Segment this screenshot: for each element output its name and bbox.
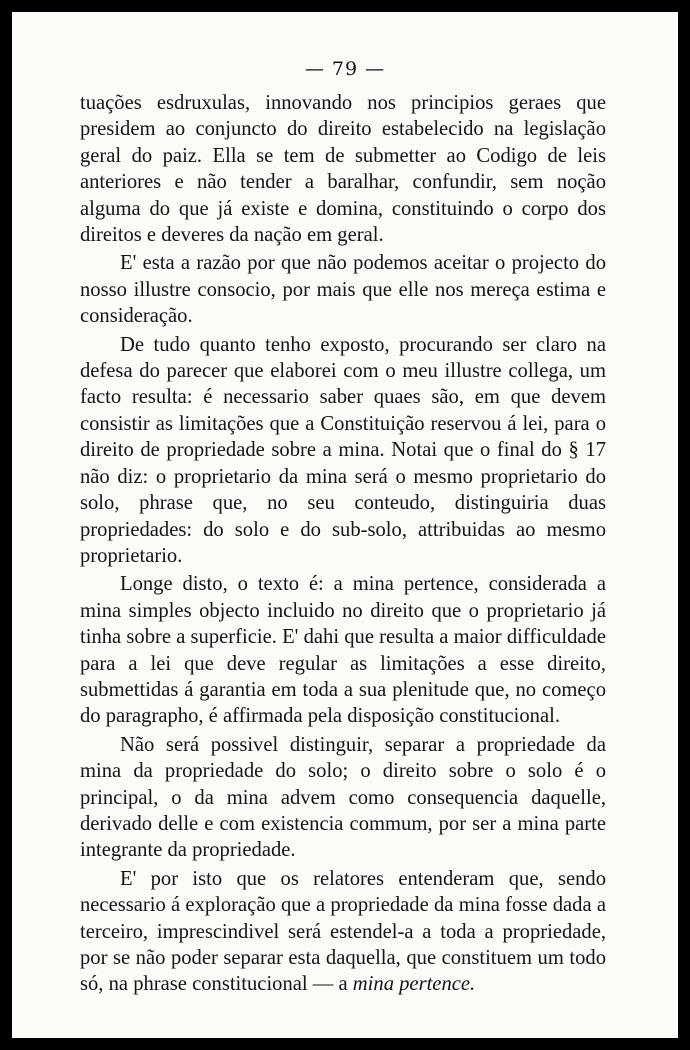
page-number: — 79 — (304, 58, 386, 80)
paragraph-6 (80, 866, 606, 998)
body-text (80, 90, 606, 1000)
paragraph-5: Não será possivel distinguir, separar a propriedade da mina da propriedade do solo; o direito sobre o solo é o principal, o da mina advem como consequencia daquelle, derivado delle e com existencia commum, por ser a mina parte integrante da propriedade. (80, 733, 606, 862)
document-page (12, 12, 678, 1038)
paragraph-6-emphasis: mina pertence. (352, 973, 476, 996)
paragraph-1: tuações esdruxulas, innovando nos principios geraes que presidem ao conjuncto do direito estabelecido na legislação geral do paiz. Ella se tem de submetter ao Codigo de leis anteriores e não tender a baralhar, confundir, sem noção alguma do que já existe e domina, constituindo o corpo dos direitos e deveres da nação em geral. (80, 92, 606, 247)
paragraph-4: Longe disto, o texto é: a mina pertence, considerada a mina simples objecto incluido no direito que o proprietario já tinha sobre a superficie. E' dahi que resulta a maior difficuldade para a lei que deve regular as limitações a esse direito, submettidas á garantia em toda a sua plenitude que, no começo do paragrapho, é affirmada pela disposição constitucional. (80, 573, 606, 728)
paragraph-3: De tudo quanto tenho exposto, procurando ser claro na defesa do parecer que elaborei com o meu illustre collega, um facto resulta: é necessario saber quaes são, em que devem consistir as limitações que a Constituição reservou á lei, para o direito de propriedade sobre a mina. Notai que o final do § 17 não diz: o proprietario da mina será o mesmo proprietario do solo, phrase que, no seu conteudo, distinguiria duas propriedades: do solo e do sub-solo, attribuidas ao mesmo proprietario. (80, 333, 606, 567)
paragraph-6-text: E' por isto que os relatores entenderam que, sendo necessario á exploração que a propriedade da mina fosse dada a terceiro, imprescindivel será estendel-a a toda a propriedade, por se não poder separar esta daquella, que constituem um todo só, na phrase constitucional — a (80, 867, 606, 996)
paragraph-2: E' esta a razão por que não podemos aceitar o projecto do nosso illustre consocio, por mais que elle nos mereça estima e consideração. (80, 252, 606, 328)
